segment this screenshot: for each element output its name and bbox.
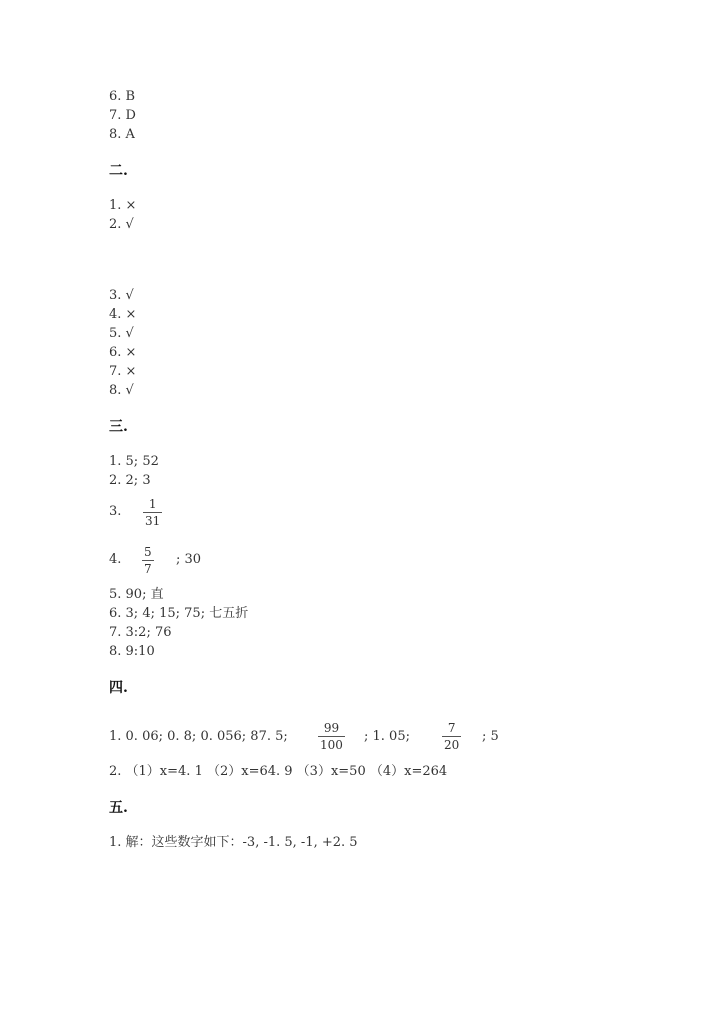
fraction-bar [143, 512, 162, 513]
section-3-heading: 三. [109, 419, 128, 435]
answer-4-1-part3: ; 5 [482, 729, 499, 744]
answer-2-4: 4. × [109, 307, 137, 322]
fraction-denominator: 31 [145, 514, 161, 528]
answer-3-7: 7. 3:2; 76 [109, 625, 172, 640]
fraction-denominator: 7 [144, 562, 152, 576]
section-2-heading: 二. [109, 163, 128, 179]
fraction-bar [442, 736, 461, 737]
answer-3-6: 6. 3; 4; 15; 75; 七五折 [109, 606, 249, 621]
answer-4-2: 2. （1）x=4. 1 （2）x=64. 9 （3）x=50 （4）x=264 [109, 764, 448, 779]
answer-2-8: 8. √ [109, 383, 134, 398]
answer-4-1-part1: 1. 0. 06; 0. 8; 0. 056; 87. 5; [109, 729, 288, 744]
section-4-heading: 四. [109, 680, 128, 696]
fraction-1-31 [143, 497, 162, 528]
answer-2-7: 7. × [109, 364, 137, 379]
fraction-5-7 [142, 545, 154, 576]
answer-3-4-label: 4. [109, 552, 122, 567]
answer-4-1-part2: ; 1. 05; [364, 729, 410, 744]
answer-2-3: 3. √ [109, 288, 134, 303]
answer-2-5: 5. √ [109, 326, 134, 341]
answer-2-2: 2. √ [109, 217, 134, 232]
fraction-numerator: 1 [148, 497, 157, 511]
fraction-numerator: 99 [323, 721, 340, 735]
fraction-denominator: 20 [444, 738, 460, 752]
section-5-heading: 五. [109, 800, 128, 816]
answer-1-6: 6. B [109, 89, 136, 104]
answer-1-7: 7. D [109, 108, 136, 123]
answer-2-1: 1. × [109, 198, 137, 213]
answer-1-8: 8. A [109, 127, 135, 142]
fraction-99-100 [318, 721, 345, 752]
fraction-bar [318, 736, 345, 737]
answer-3-3-label: 3. [109, 504, 122, 519]
answer-3-8: 8. 9:10 [109, 644, 155, 659]
answer-3-1: 1. 5; 52 [109, 454, 159, 469]
fraction-numerator: 5 [144, 545, 152, 559]
answer-5-1: 1. 解：这些数字如下：-3, -1. 5, -1, +2. 5 [109, 835, 358, 850]
answer-2-6: 6. × [109, 345, 137, 360]
fraction-bar [142, 560, 154, 561]
answer-3-5: 5. 90; 直 [109, 587, 164, 602]
fraction-numerator: 7 [447, 721, 456, 735]
fraction-7-20 [442, 721, 461, 752]
answer-3-2: 2. 2; 3 [109, 473, 151, 488]
answer-3-4-tail: ; 30 [176, 552, 202, 567]
fraction-denominator: 100 [320, 738, 343, 752]
